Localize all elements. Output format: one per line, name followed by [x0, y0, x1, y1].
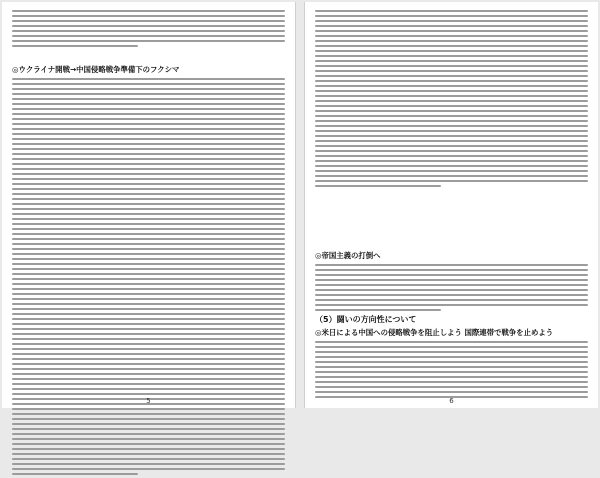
page-left [2, 2, 296, 408]
section-heading: ◎米日による中国への侵略戦争を阻止しよう 国際連帯で戦争を止めよう [315, 328, 554, 337]
page-number: 6 [449, 397, 454, 405]
page-right [304, 2, 598, 408]
body-text-block [305, 264, 598, 314]
body-text-block [305, 10, 598, 190]
page-number: 5 [146, 397, 151, 405]
body-text-block [2, 10, 295, 50]
body-text-block [305, 341, 598, 401]
section-heading: （5）闘いの方向性について [315, 315, 417, 324]
body-text-block [2, 78, 295, 478]
section-heading: ◎帝国主義の打倒へ [315, 251, 381, 260]
section-heading: ◎ウクライナ開戦→中国侵略戦争準備下のフクシマ [12, 65, 180, 74]
